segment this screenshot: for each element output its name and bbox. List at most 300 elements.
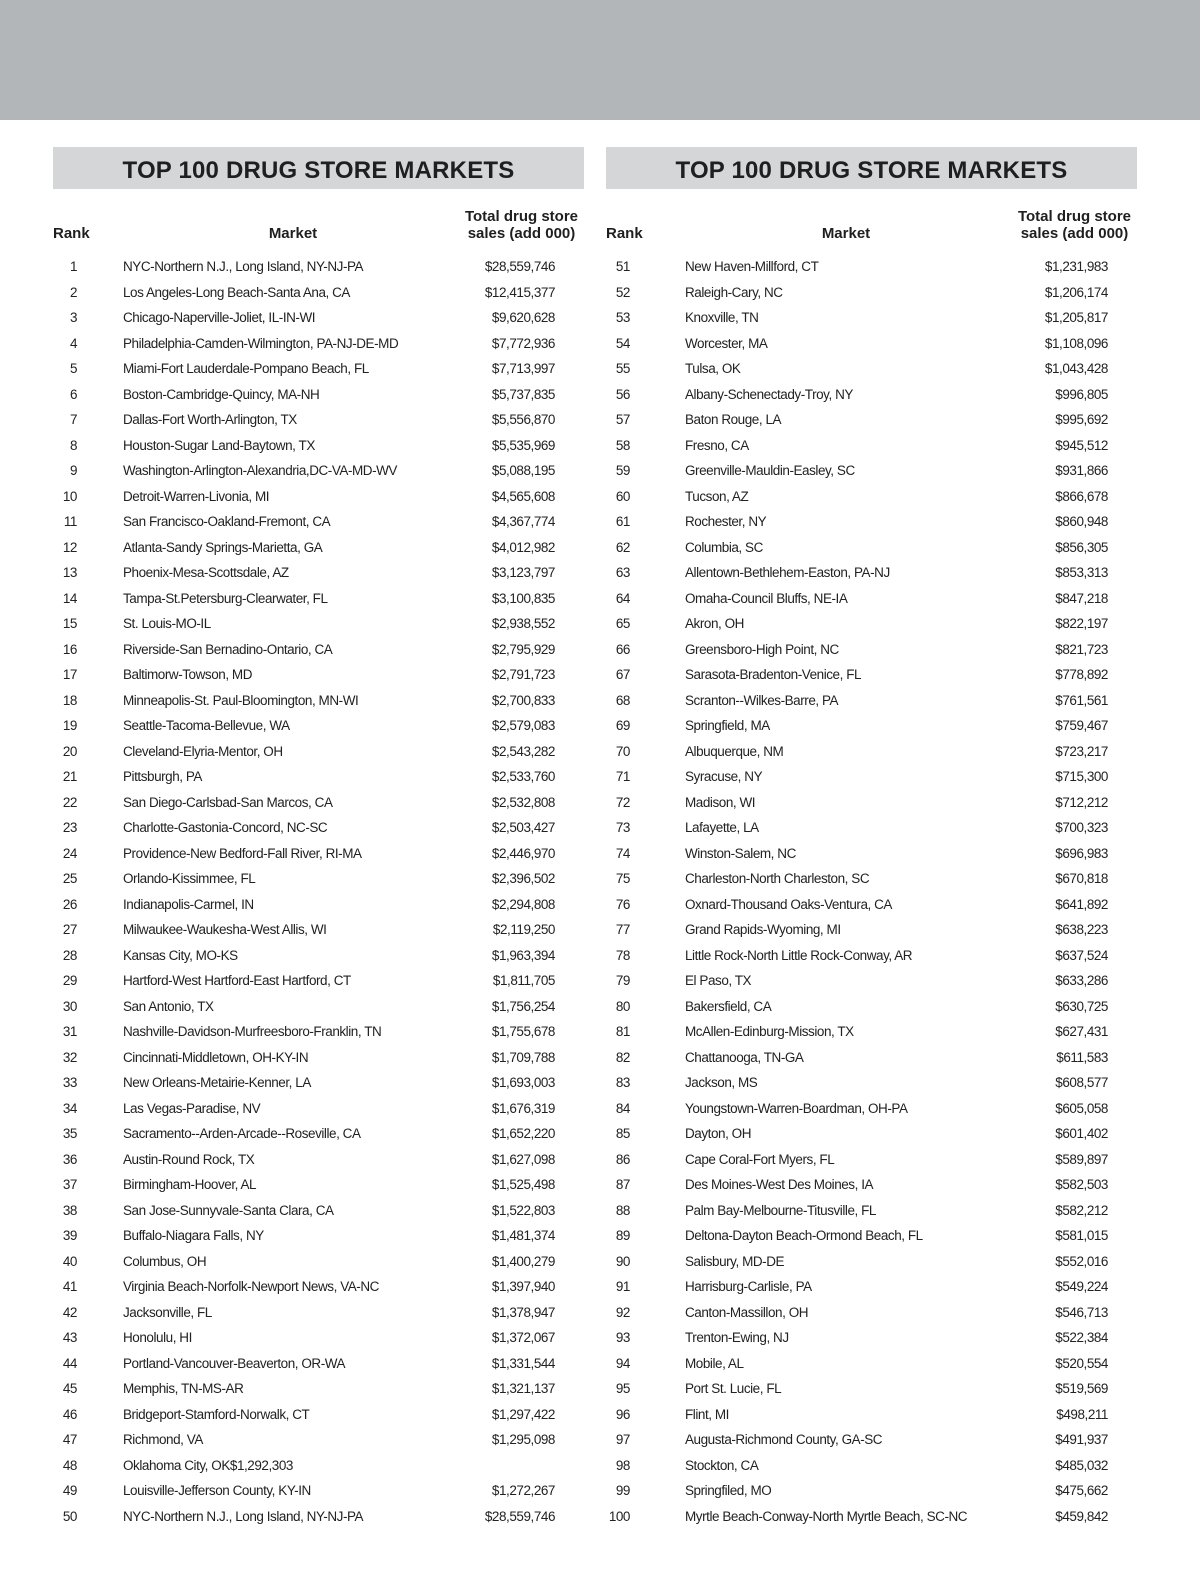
sales-cell: $723,217 [1055,743,1108,759]
market-cell: Miami-Fort Lauderdale-Pompano Beach, FL [123,361,369,376]
sales-cell: $1,297,422 [491,1406,555,1422]
sales-cell: $3,123,797 [491,565,555,580]
rank-cell: 18 [62,692,77,708]
market-cell: Virginia Beach-Norfolk-Newport News, VA-NC [123,1279,379,1294]
rank-cell: 41 [62,1279,77,1294]
rank-cell: 40 [62,1253,77,1269]
sales-cell: $1,206,174 [1044,284,1108,300]
sales-cell: $4,565,608 [491,488,555,504]
market-header: Market [268,225,318,242]
rank-cell: 31 [62,1024,77,1039]
rank-cell: 76 [615,896,630,912]
table-row [606,387,1137,413]
rank-cell: 80 [615,998,630,1014]
market-cell: Riverside-San Bernadino-Ontario, CA [123,641,333,657]
rank-cell: 24 [62,845,77,861]
rank-cell: 36 [62,1151,77,1167]
table-row [53,1356,584,1382]
rank-cell: 90 [615,1253,630,1269]
table-row [53,565,584,591]
rank-cell: 33 [62,1075,77,1090]
table-row [53,1050,584,1076]
market-cell: Milwaukee-Waukesha-West Allis, WI [123,922,327,937]
rank-cell: 48 [62,1457,77,1473]
sales-cell: $761,561 [1055,692,1108,708]
market-cell: Scranton--Wilkes-Barre, PA [685,692,839,708]
table-row [53,259,584,285]
rank-cell: 45 [62,1381,77,1396]
sales-cell: $637,524 [1055,947,1108,963]
table-row [53,1432,584,1458]
table-row [606,1024,1137,1050]
market-cell: Bakersfield, CA [685,998,772,1014]
table-row [606,1305,1137,1331]
table-row [53,514,584,540]
rank-cell: 62 [615,539,630,555]
sales-cell: $1,043,428 [1044,361,1108,376]
market-cell: Chattanooga, TN-GA [685,1049,804,1065]
table-row [606,897,1137,923]
rank-cell: 55 [615,361,630,376]
rank-cell: 92 [615,1304,630,1320]
sales-cell: $627,431 [1055,1024,1108,1039]
rank-cell: 10 [62,488,77,504]
rank-cell: 23 [62,820,77,835]
market-cell: Salisbury, MD-DE [685,1253,785,1269]
sales-cell: $860,948 [1055,514,1108,529]
table-row [53,310,584,336]
rank-cell: 35 [62,1126,77,1141]
table-row [53,744,584,770]
market-cell: Chicago-Naperville-Joliet, IL-IN-WI [123,310,316,325]
market-cell: Phoenix-Mesa-Scottsdale, AZ [123,565,289,580]
sales-cell: $1,693,003 [491,1075,555,1090]
sales-cell: $475,662 [1055,1483,1108,1498]
market-cell: Port St. Lucie, FL [685,1381,782,1396]
market-cell: Dayton, OH [685,1126,752,1141]
sales-cell: $28,559,746 [484,1508,555,1524]
market-cell: San Diego-Carlsbad-San Marcos, CA [123,794,333,810]
table-row [53,1279,584,1305]
table-row [606,259,1137,285]
table-body [53,259,584,1534]
rank-cell: 32 [62,1049,77,1065]
table-row [53,1381,584,1407]
sales-cell: $638,223 [1055,922,1108,937]
table-body [606,259,1137,1534]
table-row [606,1050,1137,1076]
sales-cell: $28,559,746 [484,259,555,274]
rank-cell: 61 [615,514,630,529]
market-cell: Charleston-North Charleston, SC [685,871,870,886]
rank-cell: 8 [69,437,77,453]
rank-cell: 94 [615,1355,630,1371]
rank-cell: 2 [69,284,77,300]
market-cell: Winston-Salem, NC [685,845,796,861]
rank-cell: 51 [615,259,630,274]
sales-cell: $1,811,705 [492,973,555,988]
rank-cell: 25 [62,871,77,886]
market-cell: NYC-Northern N.J., Long Island, NY-NJ-PA [123,1508,364,1524]
market-cell: Las Vegas-Paradise, NV [123,1100,261,1116]
table-row [53,1177,584,1203]
rank-cell: 74 [615,845,630,861]
rank-cell: 7 [69,412,77,427]
market-cell: Fresno, CA [685,437,749,453]
sales-cell: $931,866 [1055,463,1108,478]
rank-cell: 22 [62,794,77,810]
market-cell: San Francisco-Oakland-Fremont, CA [123,514,331,529]
table-row [53,1024,584,1050]
sales-cell: $2,396,502 [491,871,555,886]
market-cell: Canton-Massillon, OH [685,1304,809,1320]
table-row [53,769,584,795]
rank-cell: 77 [615,922,630,937]
rank-cell: 42 [62,1304,77,1320]
market-cell: Baltimorw-Towson, MD [123,667,253,682]
rank-cell: 72 [615,794,630,810]
sales-cell: $1,676,319 [491,1100,555,1116]
table-row [53,591,584,617]
rank-cell: 70 [615,743,630,759]
market-cell: Dallas-Fort Worth-Arlington, TX [123,412,297,427]
table-row [606,1483,1137,1509]
table-row [53,1407,584,1433]
sales-cell: $7,713,997 [491,361,555,376]
sales-cell: $630,725 [1055,998,1108,1014]
table-row [606,463,1137,489]
sales-cell: $1,481,374 [491,1228,555,1243]
sales-cell: $715,300 [1055,769,1108,784]
rank-cell: 85 [615,1126,630,1141]
sales-cell: $4,012,982 [491,539,555,555]
market-cell: Louisville-Jefferson County, KY-IN [123,1483,311,1498]
market-cell: Youngstown-Warren-Boardman, OH-PA [685,1100,908,1116]
market-cell: McAllen-Edinburg-Mission, TX [685,1024,854,1039]
market-cell: Honolulu, HI [123,1330,192,1345]
table-row [606,1509,1137,1535]
market-cell: Akron, OH [685,616,744,631]
market-cell: Hartford-West Hartford-East Hartford, CT [123,973,351,988]
market-cell: Richmond, VA [123,1432,203,1447]
sales-header-line1: Total drug store [464,208,578,225]
market-cell: Kansas City, MO-KS [123,947,238,963]
table-row [606,1356,1137,1382]
table-row [53,1458,584,1484]
market-cell: Augusta-Richmond County, GA-SC [685,1432,883,1447]
sales-cell: $589,897 [1055,1151,1108,1167]
sales-cell: $1,108,096 [1044,335,1108,351]
rank-cell: 34 [62,1100,77,1116]
rank-cell: 4 [69,335,77,351]
panel-title: TOP 100 DRUG STORE MARKETS [606,147,1137,189]
rank-cell: 60 [615,488,630,504]
table-row [606,1279,1137,1305]
rank-cell: 99 [615,1483,630,1498]
rank-cell: 12 [62,539,77,555]
table-row [606,999,1137,1025]
sales-cell: $498,211 [1056,1406,1108,1422]
market-cell: Buffalo-Niagara Falls, NY [123,1228,264,1243]
sales-cell: $581,015 [1055,1228,1108,1243]
rank-cell: 68 [615,692,630,708]
market-cell: Allentown-Bethlehem-Easton, PA-NJ [685,565,890,580]
table-row [606,693,1137,719]
market-cell: Myrtle Beach-Conway-North Myrtle Beach, SC-NC [685,1508,968,1524]
rank-cell: 50 [62,1508,77,1524]
table-row [53,642,584,668]
sales-cell: $2,795,929 [491,641,555,657]
table-row [606,744,1137,770]
market-cell: Tucson, AZ [685,488,749,504]
rank-cell: 64 [615,590,630,606]
market-cell: St. Louis-MO-IL [123,616,211,631]
market-cell: Syracuse, NY [685,769,763,784]
table-row [53,1203,584,1229]
market-cell: New Orleans-Metairie-Kenner, LA [123,1075,311,1090]
rank-cell: 100 [608,1508,630,1524]
market-cell: Stockton, CA [685,1457,759,1473]
table-row [606,973,1137,999]
table-row [53,285,584,311]
market-cell: Trenton-Ewing, NJ [685,1330,789,1345]
sales-cell: $546,713 [1055,1304,1108,1320]
table-row [606,1177,1137,1203]
market-cell: Nashville-Davidson-Murfreesboro-Franklin, TN [123,1024,382,1039]
sales-cell: $522,384 [1055,1330,1108,1345]
table-row [606,361,1137,387]
rank-cell: 49 [62,1483,77,1498]
rank-cell: 16 [62,641,77,657]
sales-cell: $1,627,098 [491,1151,555,1167]
sales-cell: $485,032 [1055,1457,1108,1473]
rank-cell: 28 [62,947,77,963]
market-cell: Greenville-Mauldin-Easley, SC [685,463,855,478]
rank-cell: 81 [615,1024,630,1039]
market-cell: Lafayette, LA [685,820,759,835]
sales-cell: $4,367,774 [491,514,555,529]
table-row [53,489,584,515]
sales-cell: $5,737,835 [491,386,555,402]
market-cell: Cape Coral-Fort Myers, FL [685,1151,835,1167]
sales-cell: $696,983 [1055,845,1108,861]
sales-cell: $1,272,267 [491,1483,555,1498]
table-row [606,642,1137,668]
sales-cell: $601,402 [1055,1126,1108,1141]
table-row [53,1254,584,1280]
sales-cell: $1,522,803 [491,1202,555,1218]
table-row [606,948,1137,974]
rank-cell: 93 [615,1330,630,1345]
sales-cell: $778,892 [1055,667,1108,682]
sales-cell: $549,224 [1055,1279,1108,1294]
table-row [53,540,584,566]
market-cell: Albany-Schenectady-Troy, NY [685,386,853,402]
rank-cell: 30 [62,998,77,1014]
table-row [53,1075,584,1101]
market-cell: Madison, WI [685,794,756,810]
table-row [606,846,1137,872]
market-cell: Minneapolis-St. Paul-Bloomington, MN-WI [123,692,359,708]
market-cell: Columbia, SC [685,539,763,555]
market-cell: Knoxville, TN [685,310,759,325]
market-cell: Springfiled, MO [685,1483,772,1498]
sales-cell: $1,756,254 [491,998,555,1014]
table-row [53,1101,584,1127]
table-row [606,1330,1137,1356]
rank-cell: 57 [615,412,630,427]
market-cell: Portland-Vancouver-Beaverton, OR-WA [123,1355,346,1371]
market-cell: Tulsa, OK [685,361,741,376]
sales-cell: $1,709,788 [491,1049,555,1065]
market-cell: Cleveland-Elyria-Mentor, OH [123,743,283,759]
rank-cell: 83 [615,1075,630,1090]
sales-cell: $608,577 [1055,1075,1108,1090]
rank-cell: 82 [615,1049,630,1065]
table-row [53,948,584,974]
market-cell: Memphis, TN-MS-AR [123,1381,244,1396]
table-row [606,1075,1137,1101]
market-cell: Columbus, OH [123,1253,207,1269]
sales-cell: $1,231,983 [1044,259,1108,274]
table-row [606,1381,1137,1407]
rank-cell: 1 [69,259,77,274]
rank-cell: 11 [63,514,77,529]
rank-cell: 89 [615,1228,630,1243]
sales-cell: $995,692 [1055,412,1108,427]
market-cell: Deltona-Dayton Beach-Ormond Beach, FL [685,1228,923,1243]
market-cell: Indianapolis-Carmel, IN [123,896,254,912]
rank-cell: 91 [615,1279,630,1294]
rank-cell: 26 [62,896,77,912]
market-cell: Providence-New Bedford-Fall River, RI-MA [123,845,362,861]
market-cell: Omaha-Council Bluffs, NE-IA [685,590,848,606]
market-cell: Seattle-Tacoma-Bellevue, WA [123,718,290,733]
sales-cell: $12,415,377 [484,284,555,300]
rank-cell: 38 [62,1202,77,1218]
rank-cell: 88 [615,1202,630,1218]
market-cell: Albuquerque, NM [685,743,784,759]
sales-cell: $633,286 [1055,973,1108,988]
table-row [606,336,1137,362]
market-cell: Bridgeport-Stamford-Norwalk, CT [123,1406,310,1422]
rank-cell: 9 [69,463,77,478]
rank-cell: 71 [615,769,630,784]
rank-cell: 56 [615,386,630,402]
sales-header-line2: sales (add 000) [467,225,576,242]
table-row [53,616,584,642]
table-row [606,310,1137,336]
table-row [53,693,584,719]
market-cell: Flint, MI [685,1406,729,1422]
rank-header: Rank [53,225,90,242]
sales-cell: $605,058 [1055,1100,1108,1116]
market-cell: Grand Rapids-Wyoming, MI [685,922,841,937]
market-cell: Boston-Cambridge-Quincy, MA-NH [123,386,320,402]
table-row [606,769,1137,795]
table-row [53,846,584,872]
market-cell: Harrisburg-Carlisle, PA [685,1279,812,1294]
sales-cell: $1,205,817 [1044,310,1108,325]
rank-cell: 96 [615,1406,630,1422]
table-row [53,718,584,744]
table-row [53,438,584,464]
table-row [53,412,584,438]
market-cell: Tampa-St.Petersburg-Clearwater, FL [123,590,328,606]
rank-cell: 52 [615,284,630,300]
sales-cell: $1,397,940 [491,1279,555,1294]
sales-cell: $5,556,870 [491,412,555,427]
sales-cell: $519,569 [1055,1381,1108,1396]
table-row [53,999,584,1025]
rank-cell: 53 [615,310,630,325]
market-cell: NYC-Northern N.J., Long Island, NY-NJ-PA [123,259,364,274]
rank-cell: 5 [69,361,77,376]
market-cell: Philadelphia-Camden-Wilmington, PA-NJ-DE-MD [123,335,399,351]
table-row [53,1126,584,1152]
sales-cell: $996,805 [1055,386,1108,402]
market-cell: San Jose-Sunnyvale-Santa Clara, CA [123,1202,334,1218]
sales-cell: $821,723 [1055,641,1108,657]
table-row [606,1101,1137,1127]
table-row [53,795,584,821]
sales-cell: $1,525,498 [491,1177,555,1192]
rank-cell: 87 [615,1177,630,1192]
table-row [606,820,1137,846]
market-cell: New Haven-Millford, CT [685,259,819,274]
sales-cell: $700,323 [1055,820,1108,835]
market-cell: Palm Bay-Melbourne-Titusville, FL [685,1202,876,1218]
table-row [53,1305,584,1331]
rank-cell: 86 [615,1151,630,1167]
rank-cell: 14 [62,590,77,606]
market-cell: Oxnard-Thousand Oaks-Ventura, CA [685,896,892,912]
market-cell: Little Rock-North Little Rock-Conway, AR [685,947,913,963]
sales-cell: $1,400,279 [491,1253,555,1269]
rank-cell: 78 [615,947,630,963]
sales-cell: $1,963,394 [491,947,555,963]
sales-cell: $2,938,552 [491,616,555,631]
market-cell: Raleigh-Cary, NC [685,284,783,300]
sales-cell: $2,579,083 [491,718,555,733]
sales-cell: $759,467 [1055,718,1108,733]
table-row [606,438,1137,464]
table-row [606,1126,1137,1152]
sales-cell: $856,305 [1055,539,1108,555]
table-row [606,540,1137,566]
market-cell: Atlanta-Sandy Springs-Marietta, GA [123,539,323,555]
table-row [53,336,584,362]
sales-cell: $847,218 [1055,590,1108,606]
sales-cell: $945,512 [1055,437,1108,453]
rank-cell: 17 [62,667,77,682]
market-cell: Orlando-Kissimmee, FL [123,871,256,886]
left-panel [53,147,584,1524]
market-cell: Birmingham-Hoover, AL [123,1177,257,1192]
table-row [606,1152,1137,1178]
column-headers [606,189,1137,259]
rank-cell: 54 [615,335,630,351]
rank-cell: 63 [615,565,630,580]
table-row [606,565,1137,591]
sales-cell: $712,212 [1055,794,1108,810]
rank-cell: 44 [62,1355,77,1371]
rank-cell: 39 [62,1228,77,1243]
table-row [606,795,1137,821]
rank-header: Rank [606,225,643,242]
table-row [53,973,584,999]
market-cell: Mobile, AL [685,1355,744,1371]
